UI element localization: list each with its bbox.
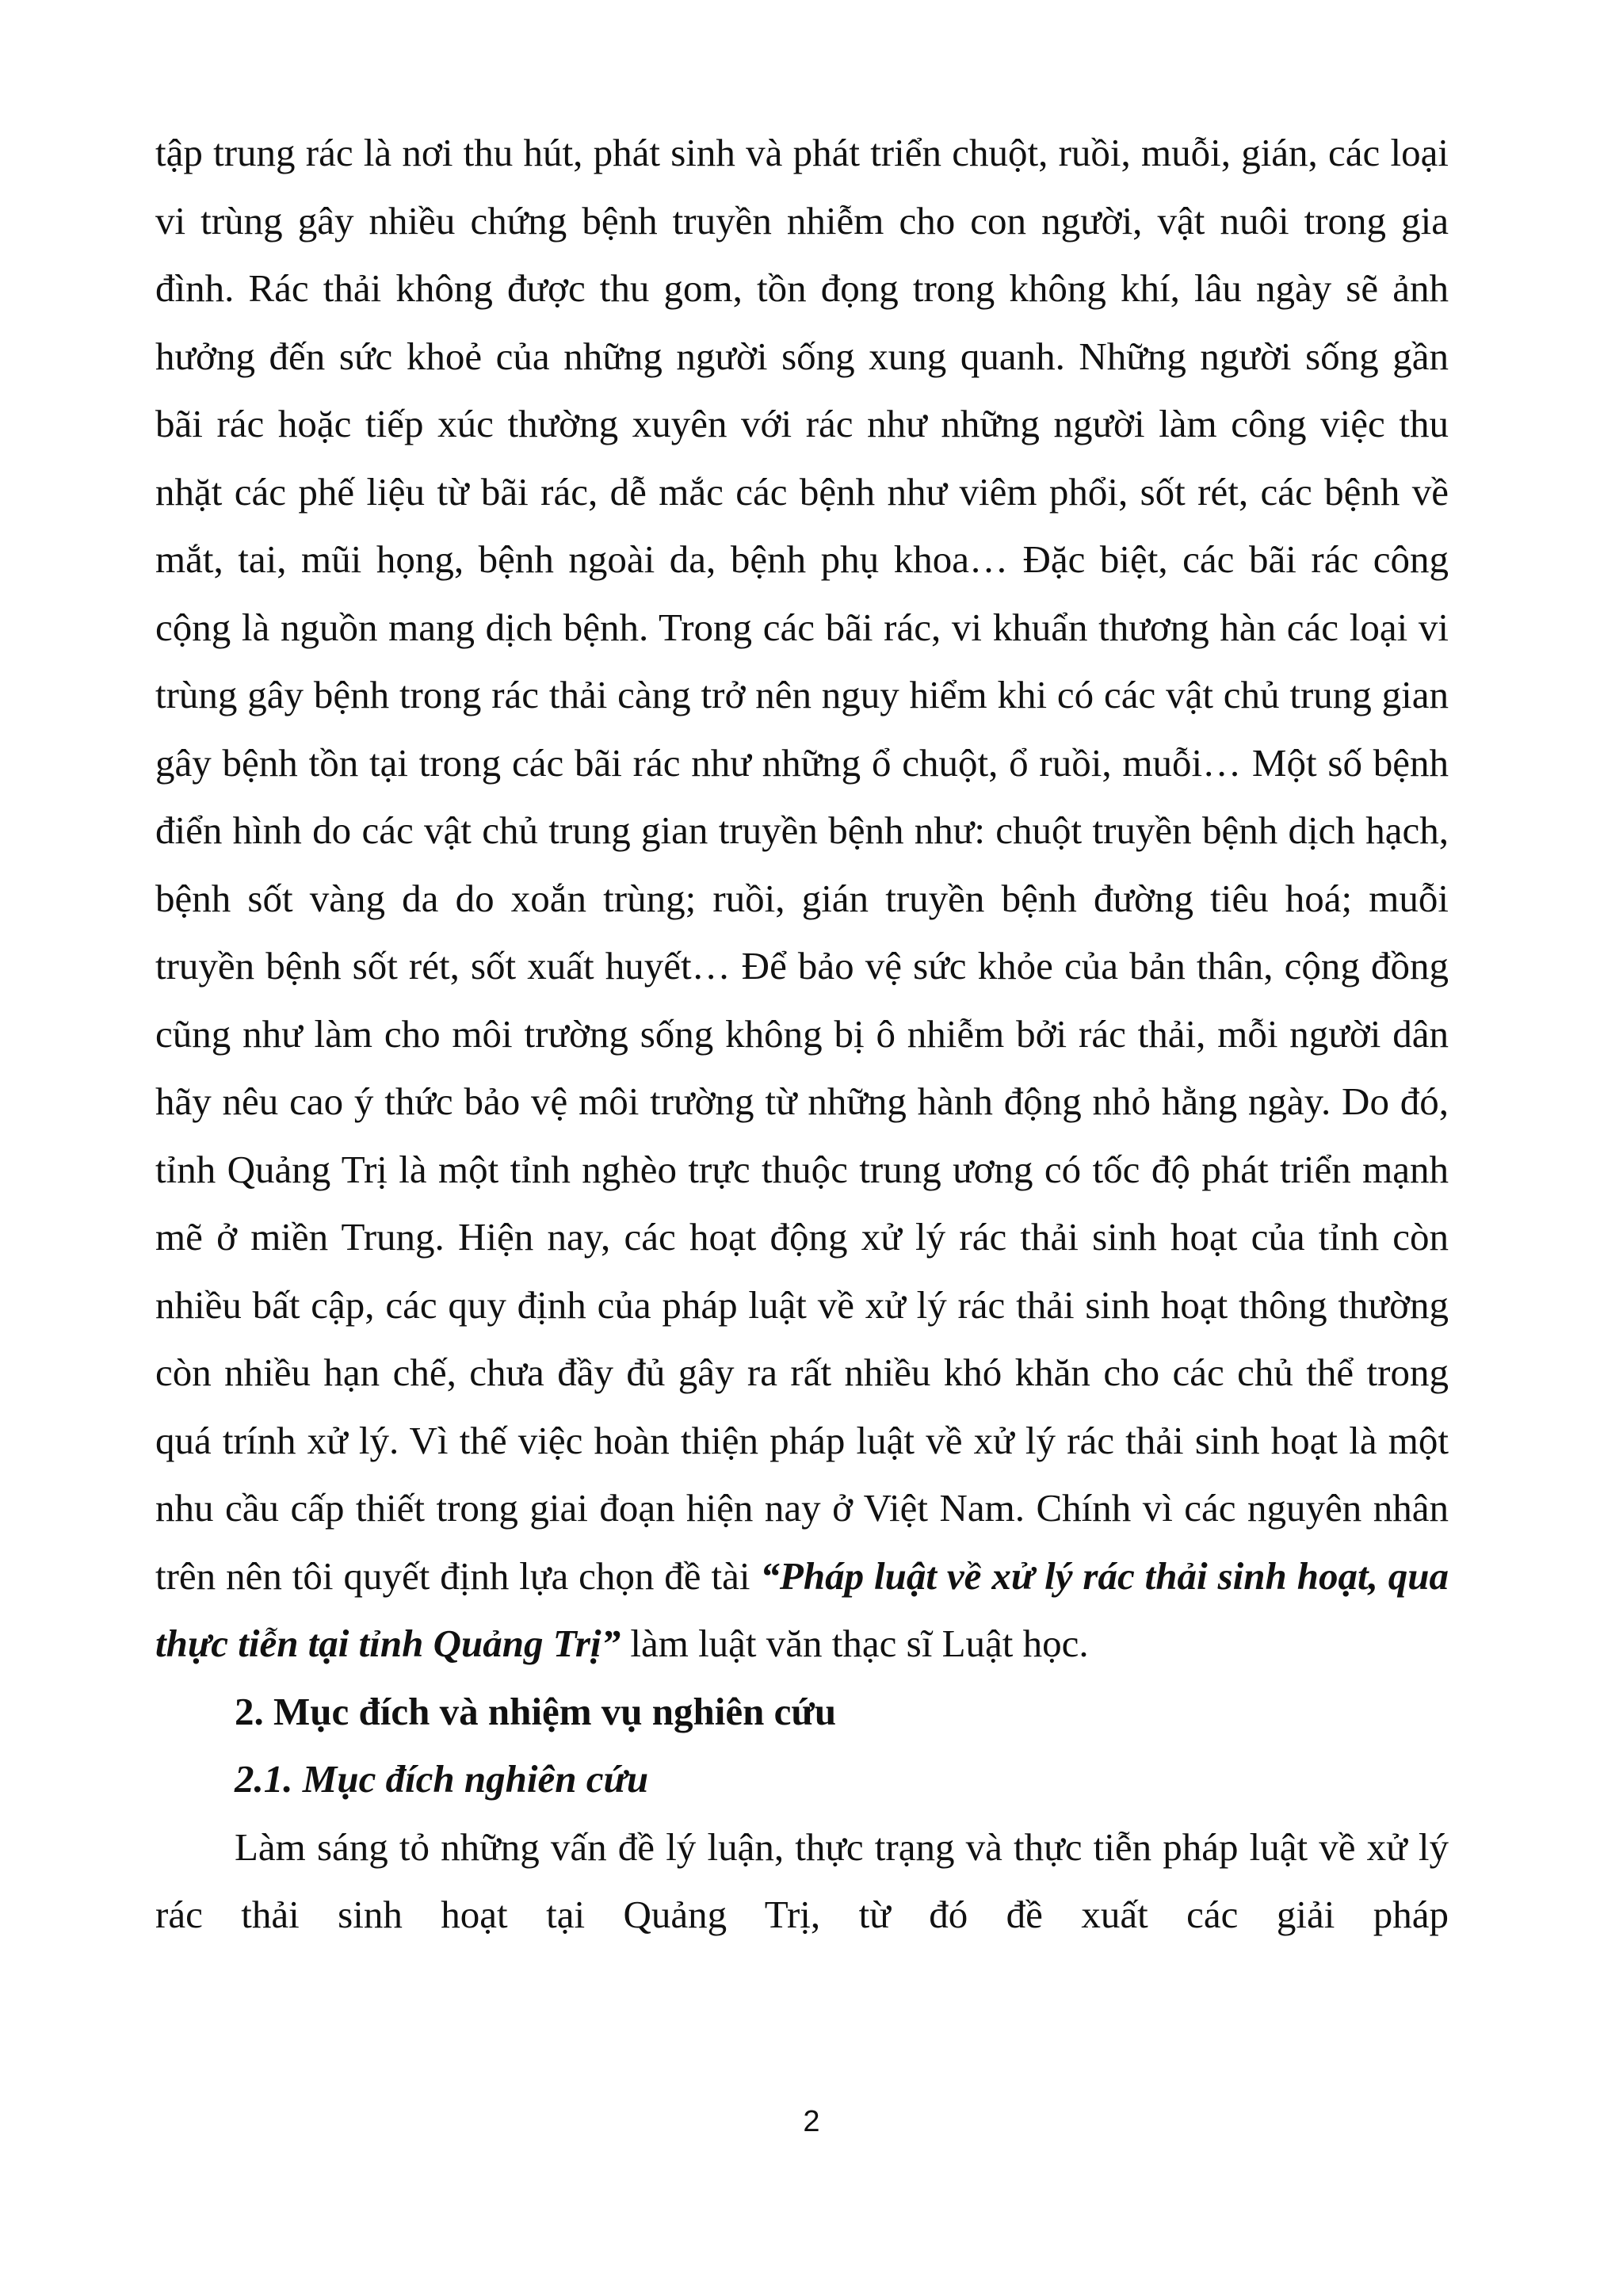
document-page xyxy=(155,119,1449,1949)
section-heading: 2. Mục đích và nhiệm vụ nghiên cứu xyxy=(235,1689,837,1733)
subsection-heading: 2.1. Mục đích nghiên cứu xyxy=(235,1757,649,1801)
body-paragraph xyxy=(155,119,1449,1678)
page-number: 2 xyxy=(803,2105,820,2138)
paragraph-text: tập trung rác là nơi thu hút, phát sinh và phát triển chuột, ruồi, muỗi, gián, các loại vi trùng gây nhiều chứng bệnh truyền nhiễm cho con người, vật nuôi trong gia đình. Rác thải không được thu gom, tồn đọng trong không khí, lâu ngày sẽ ảnh hưởng đến sức khoẻ của những người sống xung quanh. Những người sống gần bãi rác hoặc tiếp xúc thường xuyên với rác như những người làm công việc thu nhặt các phế liệu từ bãi rác, dễ mắc các bệnh như viêm phổi, sốt rét, các bệnh về mắt, tai, mũi họng, bệnh ngoài da, bệnh phụ khoa… Đặc biệt, các bãi rác công cộng là nguồn mang dịch bệnh. Trong các bãi rác, vi khuẩn thương hàn các loại vi trùng gây bệnh trong rác thải càng trở nên nguy hiểm khi có các vật chủ trung gian gây bệnh tồn tại trong các bãi rác như những ổ chuột, ổ ruồi, muỗi… Một số bệnh điển hình do các vật chủ trung gian truyền bệnh như: chuột truyền bệnh dịch hạch, bệnh sốt vàng da do xoắn trùng; ruồi, gián truyền bệnh đường tiêu hoá; muỗi truyền bệnh sốt rét, sốt xuất huyết… Để bảo vệ sức khỏe của bản thân, cộng đồng cũng như làm cho môi trường sống không bị ô nhiễm bởi rác thải, mỗi người dân hãy nêu cao ý thức bảo vệ môi trường từ những hành động nhỏ hằng ngày. Do đó, tỉnh Quảng Trị là một tỉnh nghèo trực thuộc trung ương có tốc độ phát triển mạnh mẽ ở miền Trung. Hiện nay, các hoạt động xử lý rác thải sinh hoạt của tỉnh còn nhiều bất cập, các quy định của pháp luật về xử lý rác thải sinh hoạt thông thường còn nhiều hạn chế, chưa đầy đủ gây ra rất nhiều khó khăn cho các chủ thể trong quá trính xử lý. Vì thế việc hoàn thiện pháp luật về xử lý rác thải sinh hoạt là một nhu cầu cấp thiết trong giai đoạn hiện nay ở Việt Nam. Chính vì các nguyên nhân trên nên tôi quyết định lựa chọn đề tài xyxy=(155,131,1449,1598)
paragraph-tail: làm luật văn thạc sĩ Luật học. xyxy=(621,1622,1089,1665)
body-paragraph-2: Làm sáng tỏ những vấn đề lý luận, thực trạng và thực tiễn pháp luật về xử lý rác thải sinh hoạt tại Quảng Trị, từ đó đề xuất các giải pháp xyxy=(155,1824,1449,1936)
thesis-title: “Pháp luật về xử lý rác thải sinh hoạt, qua thực tiễn tại tỉnh Quảng Trị” xyxy=(155,1553,1449,1665)
